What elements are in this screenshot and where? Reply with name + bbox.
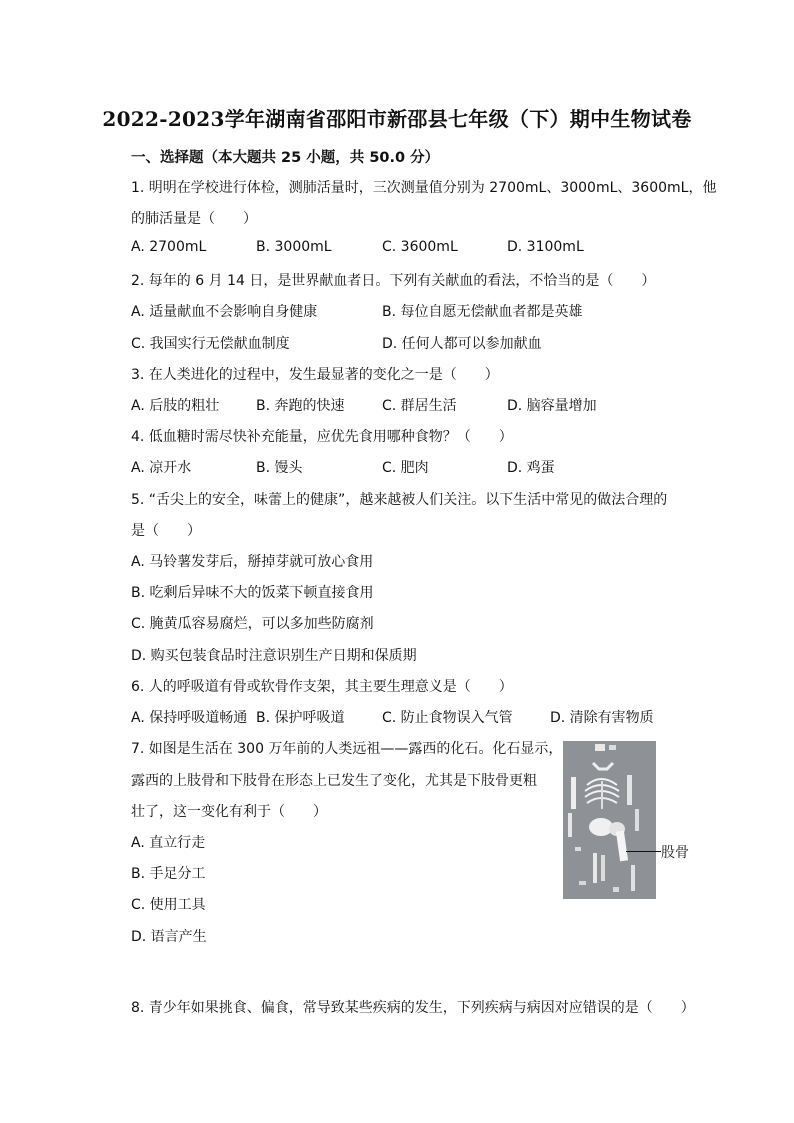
exam-title: 2022-2023学年湖南省邵阳市新邵县七年级（下）期中生物试卷	[102, 107, 692, 131]
question-1-option-c: C. 3600mL	[382, 239, 458, 255]
question-2-option-b: B. 每位自愿无偿献血者都是英雄	[382, 304, 583, 320]
question-8-line-1: 8. 青少年如果挑食、偏食，常导致某些疾病的发生，下列疾病与病因对应错误的是（ ）	[131, 1000, 695, 1016]
question-1-line-2: 的肺活量是（ ）	[131, 211, 257, 227]
question-5-line-1: 5. “舌尖上的安全，味蕾上的健康”，越来越被人们关注。以下生活中常见的做法合理的	[131, 492, 668, 508]
question-4-option-d: D. 鸡蛋	[507, 460, 555, 476]
question-5-option-a: A. 马铃薯发芽后，掰掉芽就可放心食用	[131, 554, 374, 570]
question-1-line-1: 1. 明明在学校进行体检，测肺活量时，三次测量值分别为 2700mL、3000mL、3600mL，他	[131, 180, 717, 196]
femur-label: 股骨	[661, 845, 689, 861]
question-6-option-b: B. 保护呼吸道	[256, 710, 345, 726]
question-1-option-b: B. 3000mL	[256, 239, 332, 255]
question-5-option-b: B. 吃剩后异味不大的饭菜下顿直接食用	[131, 585, 374, 601]
question-4-option-c: C. 肥肉	[382, 460, 429, 476]
section-heading: 一、选择题（本大题共 25 小题，共 50.0 分）	[131, 150, 440, 166]
question-1-option-d: D. 3100mL	[507, 239, 584, 255]
question-5-option-d: D. 购买包装食品时注意识别生产日期和保质期	[131, 648, 417, 664]
question-1-option-a: A. 2700mL	[131, 239, 207, 255]
question-5-option-c: C. 腌黄瓜容易腐烂，可以多加些防腐剂	[131, 616, 374, 632]
question-4-option-a: A. 凉开水	[131, 460, 192, 476]
question-2-option-a: A. 适量献血不会影响自身健康	[131, 304, 318, 320]
question-2-option-c: C. 我国实行无偿献血制度	[131, 336, 290, 352]
question-3-option-a: A. 后肢的粗壮	[131, 398, 220, 414]
question-5-line-2: 是（ ）	[131, 523, 201, 539]
question-3-line-1: 3. 在人类进化的过程中，发生最显著的变化之一是（ ）	[131, 367, 499, 383]
question-7-option-a: A. 直立行走	[131, 835, 206, 851]
question-6-option-d: D. 清除有害物质	[550, 710, 654, 726]
question-6-option-c: C. 防止食物误入气管	[382, 710, 513, 726]
question-6-line-1: 6. 人的呼吸道有骨或软骨作支架，其主要生理意义是（ ）	[131, 679, 513, 695]
question-6-option-a: A. 保持呼吸道畅通	[131, 710, 248, 726]
question-3-option-c: C. 群居生活	[382, 398, 457, 414]
question-7-line-2: 露西的上肢骨和下肢骨在形态上已发生了变化，尤其是下肢骨更粗	[131, 773, 537, 789]
question-7-line-3: 壮了，这一变化有利于（ ）	[131, 804, 327, 820]
question-3-option-b: B. 奔跑的快速	[256, 398, 345, 414]
lucy-fossil-image	[563, 741, 656, 899]
femur-pointer-line	[626, 851, 661, 852]
question-7-option-c: C. 使用工具	[131, 897, 206, 913]
question-7-option-d: D. 语言产生	[131, 929, 207, 945]
question-2-line-1: 2. 每年的 6 月 14 日，是世界献血者日。下列有关献血的看法，不恰当的是（ ）	[131, 273, 656, 289]
question-2-option-d: D. 任何人都可以参加献血	[382, 336, 542, 352]
question-7-line-1: 7. 如图是生活在 300 万年前的人类远祖——露西的化石。化石显示，	[131, 741, 563, 757]
question-7-option-b: B. 手足分工	[131, 866, 206, 882]
question-4-option-b: B. 馒头	[256, 460, 303, 476]
question-4-line-1: 4. 低血糖时需尽快补充能量，应优先食用哪种食物？（ ）	[131, 429, 513, 445]
question-3-option-d: D. 脑容量增加	[507, 398, 597, 414]
